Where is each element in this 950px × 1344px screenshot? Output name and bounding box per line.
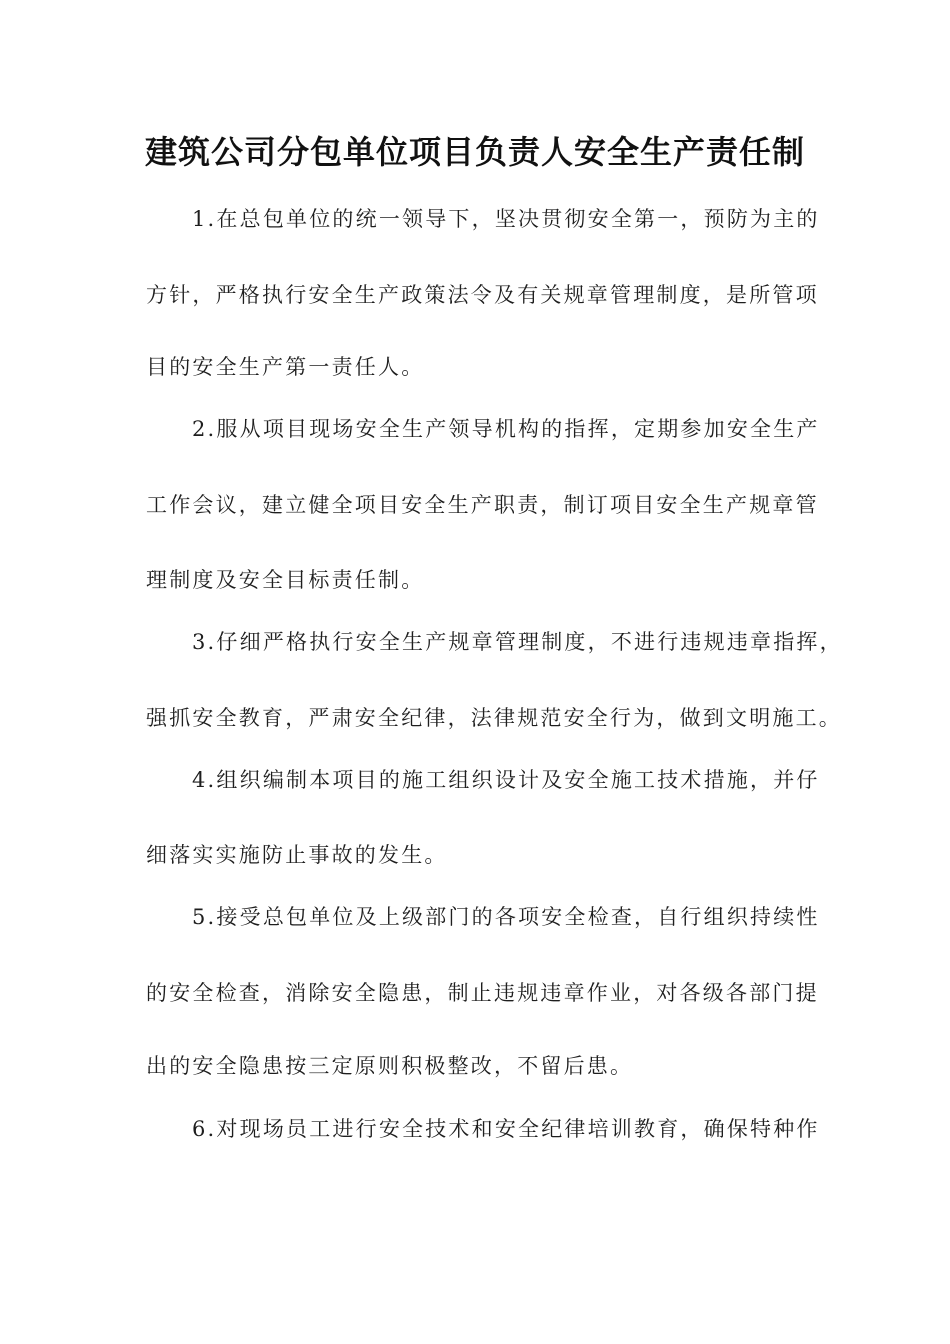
- paragraph-5-line-2: 的安全检查，消除安全隐患，制止违规违章作业，对各级各部门提: [146, 981, 819, 1005]
- paragraph-2-line-1: 2.服从项目现场安全生产领导机构的指挥，定期参加安全生产: [192, 417, 820, 441]
- paragraph-1-line-1: 1.在总包单位的统一领导下，坚决贯彻安全第一，预防为主的: [192, 207, 820, 231]
- document-title: 建筑公司分包单位项目负责人安全生产责任制: [144, 133, 805, 171]
- paragraph-4-line-1: 4.组织编制本项目的施工组织设计及安全施工技术措施，并仔: [192, 768, 820, 792]
- paragraph-1-line-2: 方针，严格执行安全生产政策法令及有关规章管理制度，是所管项: [146, 283, 819, 307]
- paragraph-1-line-3: 目的安全生产第一责任人。: [146, 355, 425, 379]
- paragraph-3-line-2: 强抓安全教育，严肃安全纪律，法律规范安全行为，做到文明施工。: [146, 706, 842, 730]
- paragraph-3-line-1: 3.仔细严格执行安全生产规章管理制度，不进行违规违章指挥，: [192, 630, 843, 654]
- paragraph-5-line-1: 5.接受总包单位及上级部门的各项安全检查，自行组织持续性: [192, 905, 820, 929]
- paragraph-2-line-3: 理制度及安全目标责任制。: [146, 568, 425, 592]
- paragraph-6-line-1: 6.对现场员工进行安全技术和安全纪律培训教育，确保特种作: [192, 1117, 820, 1141]
- paragraph-2-line-2: 工作会议，建立健全项目安全生产职责，制订项目安全生产规章管: [146, 493, 819, 517]
- paragraph-5-line-3: 出的安全隐患按三定原则积极整改，不留后患。: [146, 1054, 634, 1078]
- paragraph-4-line-2: 细落实实施防止事故的发生。: [146, 843, 448, 867]
